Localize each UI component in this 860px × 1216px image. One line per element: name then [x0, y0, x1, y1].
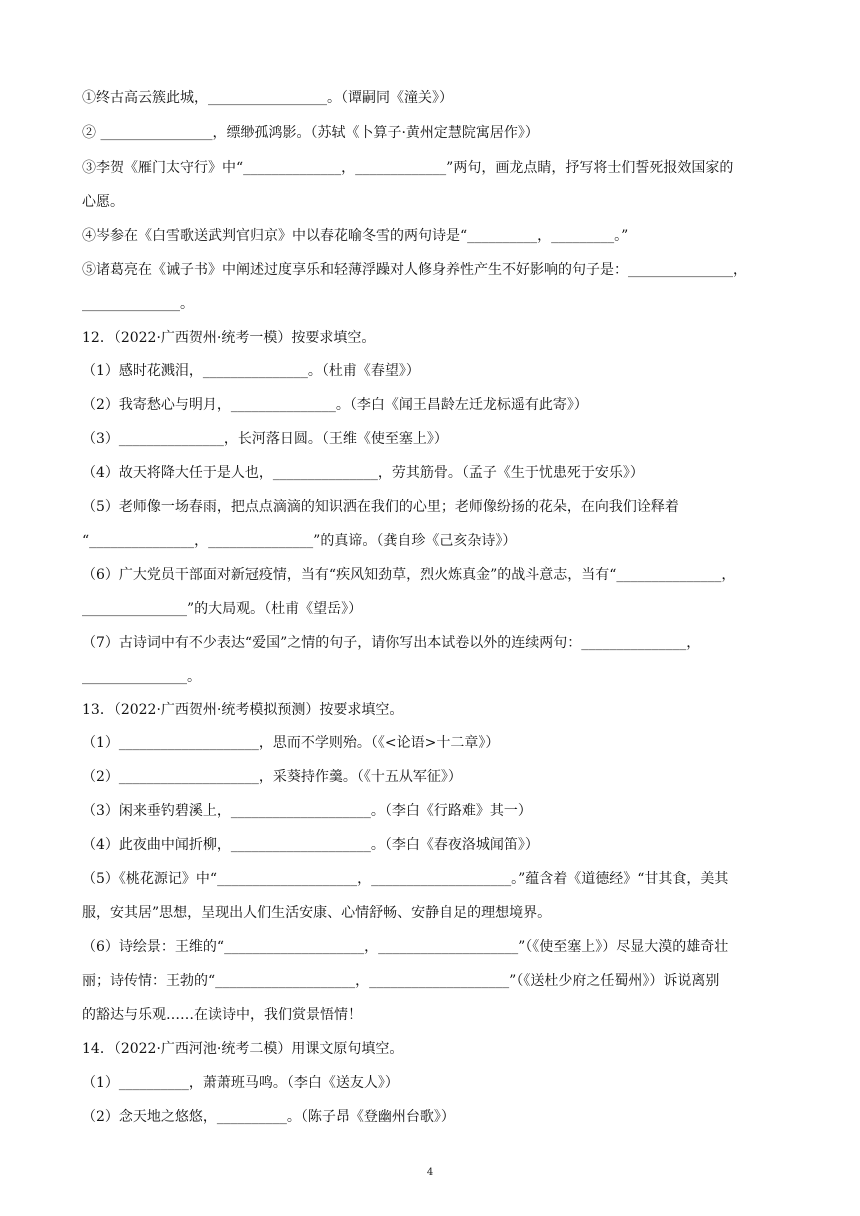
page-number: 4 — [426, 1167, 434, 1178]
text-line: _______________。 — [82, 669, 201, 685]
text-line: 的豁达与乐观……在读诗中，我们赏景悟情！ — [82, 1007, 362, 1023]
text-line: （6）广大党员干部面对新冠疫情，当有“疾风知劲草，烈火炼真金”的战斗意志，当有“_______________， — [82, 567, 736, 583]
text-line: （4）此夜曲中闻折柳，____________________。（李白《春夜洛城闻笛》） — [82, 837, 539, 853]
question-heading: 13．（2022·广西贺州·统考模拟预测）按要求填空。 — [82, 702, 404, 718]
text-line: ①终古高云簇此城，_________________。（谭嗣同《潼关》） — [82, 90, 453, 106]
text-line: （1）__________，萧萧班马鸣。（李白《送友人》） — [82, 1075, 399, 1091]
question-heading: 14．（2022·广西河池·统考二模）用课文原句填空。 — [82, 1041, 404, 1057]
text-line: （2）我寄愁心与明月，_______________。（李白《闻王昌龄左迁龙标遥有此寄》） — [82, 397, 588, 413]
text-line: （2）念天地之悠悠，__________。（陈子昂《登幽州台歌》） — [82, 1109, 455, 1125]
text-line: ③李贺《雁门太守行》中“______________，_____________”两句，画龙点睛，抒写将士们誓死报效国家的 — [82, 160, 734, 176]
text-line: ______________。 — [82, 296, 194, 312]
text-line: （5）《桃花源记》中“____________________，____________________。”蕴含着《道德经》“甘其食，美其 — [82, 871, 729, 887]
text-line: （5）老师像一场春雨，把点点滴滴的知识洒在我们的心里；老师像纷扬的花朵，在向我们诠释着 — [82, 499, 679, 515]
text-line: （4）故天将降大任于是人也，_______________，劳其筋骨。（孟子《生于忧患死于安乐》） — [82, 465, 644, 481]
text-line: （2）____________________，采葵持作羹。（《十五从军征》） — [82, 769, 462, 785]
text-line: （3）闲来垂钓碧溪上，____________________。（李白《行路难》其一） — [82, 803, 532, 819]
text-line: （1）感时花溅泪，_______________。（杜甫《春望》） — [82, 363, 420, 379]
text-line: （7）古诗词中有不少表达“爱国”之情的句子，请你写出本试卷以外的连续两句：_______________， — [82, 635, 701, 651]
text-line: （1）____________________，思而不学则殆。（《<论语>十二章》） — [82, 735, 500, 751]
text-line: （6）诗绘景：王维的“____________________，____________________”（《使至塞上》）尽显大漠的雄奇壮 — [82, 939, 729, 955]
text-line: ② ________________，缥缈孤鸿影。（苏轼《卜算子·黄州定慧院寓居作》） — [82, 125, 539, 141]
text-line: 心愿。 — [82, 194, 124, 210]
question-heading: 12．（2022·广西贺州·统考一模）按要求填空。 — [82, 330, 376, 346]
text-line: ⑤诸葛亮在《诫子书》中阐述过度享乐和轻薄浮躁对人修身养性产生不好影响的句子是：_______________， — [82, 262, 747, 278]
text-line: 服，安其居”思想，呈现出人们生活安康、心情舒畅、安静自足的理想境界。 — [82, 905, 552, 921]
text-line: “_______________，_______________”的真谛。（龚自珍《己亥杂诗》） — [82, 533, 517, 549]
text-line: 丽；诗传情：王勃的“____________________，____________________”（《送杜少府之任蜀州》）诉说离别 — [82, 973, 720, 989]
text-line: _______________”的大局观。（杜甫《望岳》） — [82, 601, 363, 617]
text-line: ④岑参在《白雪歌送武判官归京》中以春花喻冬雪的两句诗是“__________，_________。” — [82, 228, 629, 244]
text-line: （3）_______________，长河落日圆。（王维《使至塞上》） — [82, 431, 448, 447]
